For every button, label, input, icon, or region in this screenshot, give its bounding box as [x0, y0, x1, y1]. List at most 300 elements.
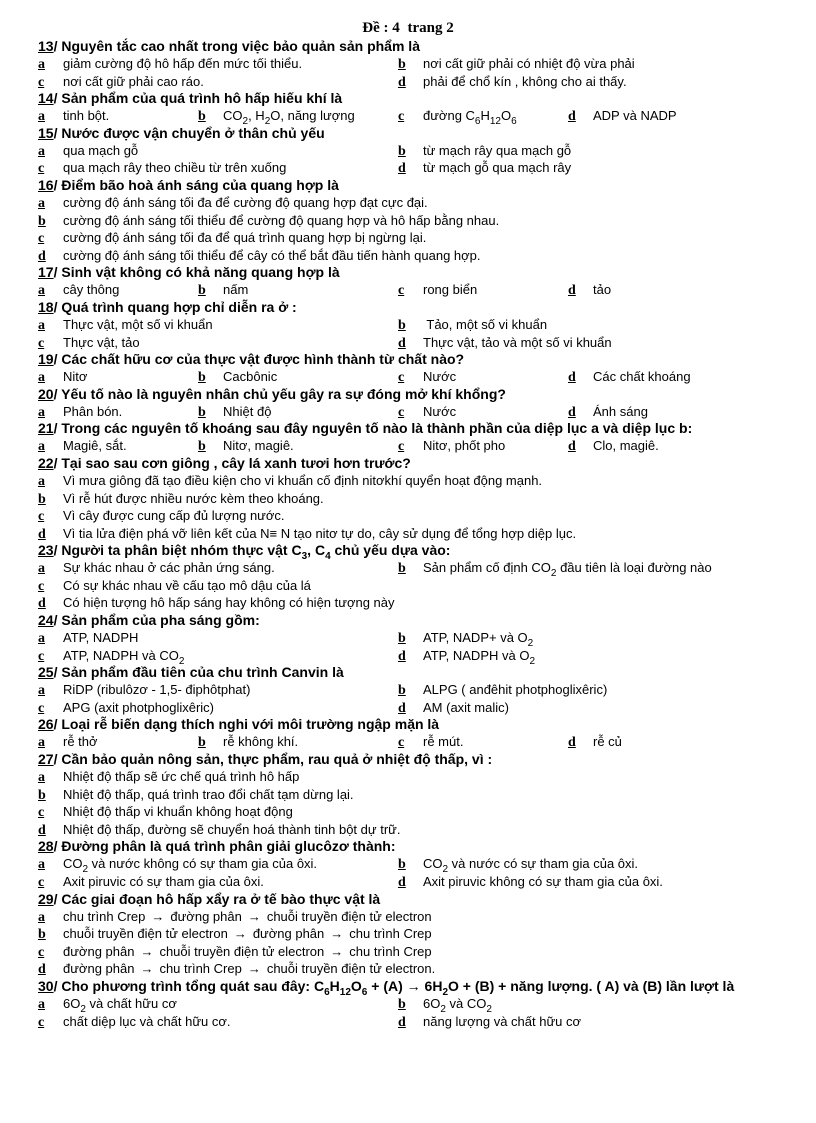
option-text: tảo	[593, 282, 612, 298]
option-row	[38, 507, 778, 525]
option-letter: b	[398, 561, 406, 577]
arrow-right-icon: →	[233, 926, 247, 942]
option-letter: a	[38, 283, 45, 299]
option-c[interactable]	[38, 873, 264, 892]
option-letter: b	[38, 787, 46, 803]
option-text: Nitơ, magiê.	[223, 438, 294, 454]
option-a[interactable]	[38, 768, 299, 787]
option-letter: b	[38, 213, 46, 229]
option-text: Nhiệt độ	[223, 403, 272, 419]
option-a[interactable]	[38, 368, 87, 387]
question-stem: Các chất hữu cơ của thực vật được hình thành từ chất nào?	[61, 351, 465, 368]
question-list	[38, 38, 778, 1030]
option-text: Axit piruvic không có sự tham gia của ôxi.	[423, 874, 663, 889]
option-b[interactable]	[398, 142, 571, 161]
option-row	[38, 594, 778, 612]
question-stem: Các giai đoạn hô hấp xẩy ra ở tế bào thực vật là	[61, 890, 381, 907]
option-letter: b	[398, 631, 406, 647]
option-c[interactable]	[38, 507, 285, 526]
option-text: Cacbônic	[223, 369, 278, 385]
respiration-stage: chu trình Crep	[349, 943, 432, 959]
question-text: 20/ Yếu tố nào là nguyên nhân chủ yếu gây ra sự đóng mở khí khổng?	[38, 385, 506, 402]
option-text: rễ củ	[593, 734, 622, 750]
question-text: 28/ Đường phân là quá trình phân giải glucôzơ thành:	[38, 838, 396, 855]
respiration-stage: đường phân	[63, 943, 135, 959]
option-text: qua mạch gỗ	[63, 142, 139, 158]
option-text: Vì mưa giông đã tạo điều kiện cho vi khuẩn cố định nitơkhí quyển hoạt động mạnh.	[63, 472, 543, 488]
page-number: trang 2	[407, 20, 454, 36]
option-text: qua mạch rây theo chiều từ trên xuống	[63, 160, 287, 176]
option-d[interactable]	[398, 334, 612, 353]
option-a[interactable]	[38, 403, 122, 422]
option-letter: a	[38, 143, 45, 159]
option-row	[38, 73, 778, 91]
option-a[interactable]	[38, 733, 98, 752]
question-stem: Tại sao sau cơn giông , cây lá xanh tươi hơn trước?	[61, 454, 411, 471]
option-letter: a	[38, 561, 45, 577]
question-29	[38, 891, 778, 978]
question-stem: Sản phẩm của quá trình hô hấp hiếu khí là	[61, 90, 343, 107]
option-b[interactable]	[398, 681, 607, 700]
option-text: Thực vật, một số vi khuẩn	[63, 316, 213, 332]
option-text: từ mạch gỗ qua mạch rây	[423, 160, 572, 176]
question-text: 18/ Quá trình quang hợp chỉ diễn ra ở :	[38, 298, 297, 315]
question-stem: Cho phương trình tổng quát sau đây: $C_6H_{12}O_6 + (A) \to 6H_2O + (B)$ + năng lượng. ( A) và (B) lần lượt là	[61, 977, 735, 998]
question-number: 26	[38, 716, 54, 733]
option-letter: b	[198, 370, 206, 386]
option-text: $CO_2$, $H_2O$, năng lượng	[223, 108, 355, 128]
option-text: Nitơ, phốt pho	[423, 438, 506, 454]
option-text: giảm cường độ hô hấp đến mức tối thiểu.	[63, 56, 303, 71]
question-16	[38, 177, 778, 264]
question-stem: Loại rễ biến dạng thích nghi với môi trường ngập mặn là	[61, 716, 440, 733]
option-letter: d	[568, 404, 576, 420]
arrow-right-icon: →	[247, 908, 261, 924]
option-text: ATP, NADPH và $O_2$	[423, 647, 535, 667]
option-a[interactable]	[38, 681, 250, 700]
question-20	[38, 386, 778, 421]
option-text	[63, 909, 432, 924]
option-letter: d	[568, 283, 576, 299]
option-text: Nhiệt độ thấp vi khuẩn không hoạt động	[63, 804, 293, 820]
question-text: 23/ Người ta phân biệt nhóm thực vật $C_3$, $C_4$ chủ yếu dựa vào:	[38, 542, 451, 563]
question-17	[38, 264, 778, 299]
option-row	[38, 334, 778, 352]
question-13	[38, 38, 778, 90]
question-text: 29/ Các giai đoạn hô hấp xẩy ra ở tế bào thực vật là	[38, 890, 381, 907]
option-text: nơi cất giữ phải cao ráo.	[63, 73, 204, 89]
option-row	[38, 768, 778, 786]
option-letter: c	[38, 74, 45, 90]
option-letter: c	[398, 109, 405, 125]
option-d[interactable]	[38, 960, 435, 979]
option-b[interactable]	[198, 733, 298, 752]
option-text: $CO_2$ và nước không có sự tham gia của ôxi.	[63, 856, 318, 876]
option-text	[63, 944, 432, 959]
question-28	[38, 838, 778, 890]
option-text: Thực vật, tảo	[63, 334, 140, 350]
option-letter: b	[38, 491, 46, 507]
option-letter: a	[38, 57, 45, 72]
option-b[interactable]	[398, 316, 547, 335]
respiration-stage: chuỗi truyền điện tử electron.	[266, 961, 436, 977]
question-text: 17/ Sinh vật không có khả năng quang hợp là	[38, 264, 340, 281]
option-d[interactable]	[398, 699, 509, 718]
question-30	[38, 978, 778, 1030]
option-text: cây thông	[63, 282, 120, 298]
question-number: 29	[38, 890, 54, 907]
option-text: Sự khác nhau ở các phản ứng sáng.	[63, 560, 275, 576]
option-c[interactable]	[398, 368, 456, 387]
option-b[interactable]	[198, 107, 355, 126]
option-row	[38, 403, 778, 421]
option-b[interactable]	[398, 995, 492, 1014]
option-row	[38, 229, 778, 247]
option-letter: d	[38, 596, 46, 612]
option-text: cường độ ánh sáng tối thiểu để cây có thể bắt đầu tiến hành quang hợp.	[63, 247, 481, 263]
option-letter: d	[398, 335, 406, 351]
question-23	[38, 542, 778, 612]
question-stem: Sinh vật không có khả năng quang hợp là	[61, 264, 340, 281]
question-stem: Trong các nguyên tố khoáng sau đây nguyên tố nào là thành phần của diệp lục a và diệp lục b:	[61, 420, 693, 437]
option-letter: a	[38, 735, 45, 751]
option-letter: d	[38, 962, 46, 978]
question-26	[38, 716, 778, 751]
respiration-stage: chuỗi truyền điện tử electron	[63, 926, 228, 942]
option-letter: a	[38, 996, 45, 1012]
question-22	[38, 455, 778, 542]
question-21	[38, 420, 778, 455]
option-letter: c	[38, 231, 45, 247]
question-number: 18	[38, 298, 54, 315]
option-a[interactable]	[38, 107, 109, 126]
respiration-stage: đường phân	[252, 926, 325, 942]
option-row	[38, 925, 778, 943]
option-b[interactable]	[398, 559, 712, 578]
option-letter: b	[198, 404, 206, 420]
option-letter: c	[398, 404, 405, 420]
option-c[interactable]	[38, 73, 204, 92]
option-d[interactable]	[398, 647, 535, 666]
option-text: Vì cây được cung cấp đủ lượng nước.	[63, 508, 285, 524]
question-14	[38, 90, 778, 128]
option-letter: a	[38, 195, 45, 211]
question-text: 15/ Nước được vận chuyển ở thân chủ yếu	[38, 124, 325, 141]
option-text: tinh bột.	[63, 108, 110, 124]
option-text: chất diệp lục và chất hữu cơ.	[63, 1013, 231, 1029]
option-b[interactable]	[398, 855, 638, 874]
option-c[interactable]	[38, 647, 184, 666]
option-text: rễ không khí.	[223, 734, 299, 750]
option-text: Nước	[423, 403, 457, 419]
question-stem: Sản phẩm của pha sáng gồm:	[61, 612, 260, 629]
option-letter: d	[398, 161, 406, 177]
question-number: 14	[38, 90, 54, 107]
option-b[interactable]	[198, 437, 294, 456]
question-number: 21	[38, 420, 54, 437]
option-text: từ mạch rây qua mạch gỗ	[423, 142, 572, 158]
option-text: Magiê, sắt.	[63, 438, 127, 454]
option-row	[38, 472, 778, 490]
question-stem: Sản phẩm đầu tiên của chu trình Canvin là	[61, 664, 344, 681]
option-letter: a	[38, 909, 45, 925]
option-a[interactable]	[38, 908, 432, 927]
option-a[interactable]	[38, 559, 275, 578]
option-b[interactable]	[198, 281, 248, 300]
option-text: Vì tia lửa điện phá vỡ liên kết của N≡ N tạo nitơ tự do, cây sử dụng để tổng hợp diệp lục.	[63, 525, 577, 541]
option-letter: d	[568, 109, 576, 125]
option-text: Nitơ	[63, 369, 88, 385]
option-text: năng lượng và chất hữu cơ	[423, 1013, 582, 1029]
option-text: Ánh sáng	[593, 403, 648, 419]
option-b[interactable]	[38, 925, 432, 944]
option-letter: c	[38, 335, 45, 351]
question-18	[38, 299, 778, 351]
option-d[interactable]	[568, 437, 659, 456]
option-b[interactable]	[398, 55, 635, 74]
option-letter: d	[568, 370, 576, 386]
question-text: 30/ Cho phương trình tổng quát sau đây: $C_6H_{12}O_6 + (A) \to 6H_2O + (B)$ + năng lượng. ( A) và (B) lần lượt là	[38, 977, 735, 998]
option-letter: b	[198, 439, 206, 455]
question-25	[38, 664, 778, 716]
option-text: nấm	[223, 282, 249, 298]
option-row	[38, 908, 778, 926]
option-letter: c	[38, 805, 45, 821]
option-row	[38, 316, 778, 334]
question-number: 15	[38, 124, 54, 141]
option-text: rễ thở	[63, 734, 98, 750]
option-a[interactable]	[38, 437, 127, 456]
option-text: ATP, NADP+ và $O_2$	[423, 630, 534, 650]
option-d[interactable]	[38, 247, 481, 266]
option-letter: d	[568, 439, 576, 455]
option-letter: a	[38, 109, 45, 125]
option-letter: a	[38, 370, 45, 386]
option-text: Nhiệt độ thấp, đường sẽ chuyển hoá thành tinh bột dự trữ.	[63, 821, 401, 837]
option-row	[38, 525, 778, 543]
question-text: 27/ Cần bảo quản nông sản, thực phẩm, rau quả ở nhiệt độ thấp, vì :	[38, 751, 493, 768]
option-letter: a	[38, 404, 45, 420]
option-text: Nước	[423, 369, 457, 385]
option-letter: c	[38, 700, 45, 716]
option-letter: c	[398, 283, 405, 299]
option-text: RiDP (ribulôzơ - 1,5- điphôtphat)	[63, 682, 251, 698]
option-c[interactable]	[398, 437, 505, 456]
respiration-stage: chuỗi truyền điện tử electron	[159, 943, 325, 959]
question-stem: Người ta phân biệt nhóm thực vật $C_3$, $C_4$ chủ yếu dựa vào:	[61, 542, 451, 563]
option-d[interactable]	[398, 159, 571, 178]
option-c[interactable]	[38, 943, 432, 962]
option-text: cường độ ánh sáng tối đa để quá trình quang hợp bị ngừng lại.	[63, 230, 427, 246]
question-stem: Đường phân là quá trình phân giải glucôzơ thành:	[61, 838, 396, 855]
question-number: 19	[38, 351, 54, 368]
question-number: 30	[38, 977, 54, 994]
option-text: Tảo, một số vi khuẩn	[423, 316, 548, 332]
question-number: 16	[38, 176, 54, 193]
option-letter: c	[398, 370, 405, 386]
option-text: Clo, magiê.	[593, 438, 659, 454]
option-text: cường độ ánh sáng tối thiểu để cường độ quang hợp và hô hấp bằng nhau.	[63, 212, 500, 228]
option-c[interactable]	[398, 281, 477, 300]
question-stem: Nguyên tắc cao nhất trong việc bảo quản sản phẩm là	[61, 38, 420, 54]
option-row	[38, 194, 778, 212]
option-a[interactable]	[38, 995, 177, 1014]
option-text: rong biển	[423, 282, 478, 298]
option-row	[38, 629, 778, 650]
option-letter: d	[38, 248, 46, 264]
option-a[interactable]	[38, 316, 213, 335]
option-text: $6O_2$ và chất hữu cơ	[63, 995, 177, 1015]
question-24	[38, 612, 778, 667]
option-d[interactable]	[398, 1013, 581, 1032]
option-d[interactable]	[38, 525, 576, 544]
option-b[interactable]	[198, 368, 277, 387]
question-27	[38, 751, 778, 838]
option-text	[63, 961, 435, 976]
option-row	[38, 943, 778, 961]
arrow-right-icon: →	[151, 908, 165, 924]
option-row	[38, 699, 778, 717]
option-d[interactable]	[568, 403, 648, 422]
option-d[interactable]	[398, 73, 627, 92]
option-c[interactable]	[398, 403, 456, 422]
option-a[interactable]	[38, 281, 119, 300]
option-c[interactable]	[38, 159, 286, 178]
question-number: 25	[38, 664, 54, 681]
question-number: 27	[38, 751, 54, 768]
option-d[interactable]	[398, 873, 663, 892]
option-b[interactable]	[38, 490, 324, 509]
option-d[interactable]	[568, 107, 677, 126]
option-row	[38, 142, 778, 160]
option-c[interactable]	[38, 229, 426, 248]
option-c[interactable]	[38, 1013, 231, 1032]
respiration-stage: chu trình Crep	[349, 926, 432, 942]
option-letter: b	[198, 735, 206, 751]
question-number: 23	[38, 542, 54, 559]
option-d[interactable]	[38, 594, 395, 613]
option-a[interactable]	[38, 194, 428, 213]
option-a[interactable]	[38, 629, 138, 648]
option-row	[38, 247, 778, 265]
option-letter: b	[398, 317, 406, 333]
arrow-right-icon: →	[140, 961, 154, 977]
option-a[interactable]	[38, 55, 302, 74]
option-row	[38, 281, 778, 299]
question-number: 22	[38, 454, 54, 471]
option-c[interactable]	[398, 107, 517, 126]
option-text: Các chất khoáng	[593, 369, 691, 385]
option-text: APG (axit photphoglixêric)	[63, 699, 215, 715]
option-b[interactable]	[38, 212, 499, 231]
arrow-right-icon: →	[247, 961, 261, 977]
option-letter: d	[398, 700, 406, 716]
option-row	[38, 960, 778, 978]
question-stem: Quá trình quang hợp chỉ diễn ra ở :	[61, 298, 297, 315]
option-letter: a	[38, 439, 45, 455]
question-text: 21/ Trong các nguyên tố khoáng sau đây nguyên tố nào là thành phần của diệp lục a và diệp lục b:	[38, 420, 693, 437]
option-letter: c	[38, 875, 45, 890]
option-d[interactable]	[568, 368, 691, 387]
option-row	[38, 437, 778, 455]
option-c[interactable]	[38, 334, 140, 353]
option-row	[38, 559, 778, 580]
question-19	[38, 351, 778, 386]
option-b[interactable]	[38, 786, 354, 805]
option-row	[38, 803, 778, 821]
question-stem: Yếu tố nào là nguyên nhân chủ yếu gây ra sự đóng mở khí khổng?	[61, 385, 506, 402]
option-row	[38, 55, 778, 73]
question-15	[38, 125, 778, 177]
option-text: ALPG ( anđêhit photphoglixêric)	[423, 682, 608, 698]
option-d[interactable]	[38, 821, 400, 840]
question-text: 24/ Sản phẩm của pha sáng gồm:	[38, 612, 260, 629]
option-b[interactable]	[198, 403, 271, 422]
respiration-stage: đường phân	[63, 961, 135, 977]
question-stem: Cần bảo quản nông sản, thực phẩm, rau quả ở nhiệt độ thấp, vì :	[61, 751, 493, 768]
option-text: đường $C_6H_{12}O_6$	[423, 108, 517, 128]
option-row	[38, 490, 778, 508]
option-text: Thực vật, tảo và một số vi khuẩn	[423, 334, 612, 350]
arrow-right-icon: →	[330, 943, 344, 959]
option-c[interactable]	[38, 699, 214, 718]
option-b[interactable]	[398, 629, 533, 648]
option-text: Có sự khác nhau về cấu tạo mô dậu của lá	[63, 577, 311, 593]
option-row	[38, 159, 778, 177]
option-a[interactable]	[38, 142, 138, 161]
option-letter: b	[198, 283, 206, 299]
page-header	[0, 20, 816, 37]
question-number: 20	[38, 385, 54, 402]
option-text: Nhiệt độ thấp sẽ ức chế quá trình hô hấp	[63, 769, 300, 785]
question-number: 17	[38, 264, 54, 281]
option-letter: a	[38, 683, 45, 699]
option-text: Có hiện tượng hô hấp sáng hay không có hiện tượng này	[63, 595, 395, 611]
option-d[interactable]	[568, 281, 611, 300]
respiration-stage: chuỗi truyền điện tử electron	[266, 908, 432, 924]
option-a[interactable]	[38, 855, 317, 874]
option-text: nơi cất giữ phải có nhiệt độ vừa phải	[423, 56, 635, 71]
option-c[interactable]	[398, 733, 463, 752]
question-text: 22/ Tại sao sau cơn giông , cây lá xanh tươi hơn trước?	[38, 454, 411, 471]
option-c[interactable]	[38, 577, 311, 596]
option-row	[38, 577, 778, 595]
option-letter: c	[398, 735, 405, 751]
option-text: Phân bón.	[63, 403, 123, 419]
option-letter: d	[38, 822, 46, 838]
option-text: phải để chổ kín , không cho ai thấy.	[423, 73, 627, 89]
option-letter: d	[398, 74, 406, 90]
option-letter: a	[38, 770, 45, 786]
option-a[interactable]	[38, 472, 542, 491]
option-letter: c	[398, 439, 405, 455]
option-letter: b	[398, 857, 406, 873]
option-row	[38, 647, 778, 665]
option-text: AM (axit malic)	[423, 699, 509, 715]
option-letter: c	[38, 648, 45, 664]
question-stem: Nước được vận chuyển ở thân chủ yếu	[61, 124, 325, 141]
arrow-right-icon: →	[140, 943, 154, 959]
option-text: cường độ ánh sáng tối đa để cường độ quang hợp đạt cực đại.	[63, 194, 428, 210]
arrow-right-icon: →	[330, 926, 344, 942]
option-row	[38, 995, 778, 1013]
option-text: Vì rễ hút được nhiều nước kèm theo khoáng.	[63, 490, 324, 506]
option-letter: a	[38, 857, 45, 873]
option-c[interactable]	[38, 803, 293, 822]
option-d[interactable]	[568, 733, 622, 752]
option-text: $6O_2$ và $CO_2$	[423, 995, 492, 1015]
question-number: 24	[38, 612, 54, 629]
